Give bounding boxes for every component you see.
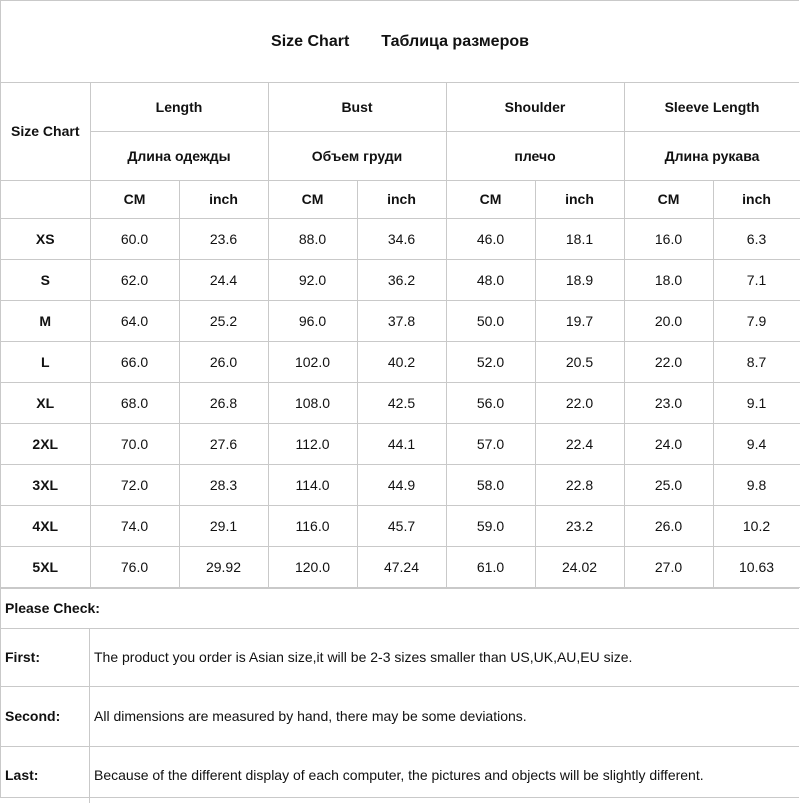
unit-header-row <box>1 180 800 218</box>
table-row <box>1 259 800 300</box>
measure-cell: 70.0 <box>90 423 179 464</box>
measure-cell: 88.0 <box>268 218 357 259</box>
title-en: Size Chart <box>271 32 350 50</box>
unit-inch: inch <box>713 180 800 218</box>
measure-cell: 114.0 <box>268 464 357 505</box>
measure-cell: 23.0 <box>624 382 713 423</box>
table-row <box>1 382 800 423</box>
measure-cell: 34.6 <box>357 218 446 259</box>
measure-cell: 7.1 <box>713 259 800 300</box>
measure-cell: 29.92 <box>179 546 268 587</box>
measure-cell: 23.2 <box>535 505 624 546</box>
measure-cell: 68.0 <box>90 382 179 423</box>
group-bust-ru: Объем груди <box>268 131 446 180</box>
note-label: First: <box>1 629 90 686</box>
note-first <box>1 629 799 687</box>
measure-cell: 8.7 <box>713 341 800 382</box>
size-table <box>1 83 800 588</box>
measure-cell: 66.0 <box>90 341 179 382</box>
note-text: The product you order is Asian size,it will be 2-3 sizes smaller than US,UK,AU,EU size. <box>94 649 633 665</box>
size-label: XS <box>1 218 90 259</box>
unit-cm: CM <box>90 180 179 218</box>
group-bust: Bust <box>268 83 446 131</box>
table-row <box>1 464 800 505</box>
measure-cell: 29.1 <box>179 505 268 546</box>
measure-cell: 28.3 <box>179 464 268 505</box>
measure-cell: 116.0 <box>268 505 357 546</box>
table-row <box>1 218 800 259</box>
table-row <box>1 546 800 587</box>
group-shoulder: Shoulder <box>446 83 624 131</box>
group-length-ru: Длина одежды <box>90 131 268 180</box>
measure-cell: 25.0 <box>624 464 713 505</box>
measure-cell: 56.0 <box>446 382 535 423</box>
measure-cell: 27.6 <box>179 423 268 464</box>
measure-cell: 20.0 <box>624 300 713 341</box>
measure-cell: 20.5 <box>535 341 624 382</box>
note-second <box>1 687 799 747</box>
size-label: XL <box>1 382 90 423</box>
measure-cell: 10.63 <box>713 546 800 587</box>
unit-cm: CM <box>268 180 357 218</box>
measure-cell: 60.0 <box>90 218 179 259</box>
measure-cell: 9.4 <box>713 423 800 464</box>
measure-cell: 9.1 <box>713 382 800 423</box>
group-sleeve-ru: Длина рукава <box>624 131 800 180</box>
measure-cell: 40.2 <box>357 341 446 382</box>
unit-cm: CM <box>624 180 713 218</box>
measure-cell: 24.0 <box>624 423 713 464</box>
size-label: 4XL <box>1 505 90 546</box>
measure-cell: 22.0 <box>624 341 713 382</box>
measure-cell: 92.0 <box>268 259 357 300</box>
page-title <box>1 1 799 83</box>
measure-cell: 44.9 <box>357 464 446 505</box>
measure-cell: 76.0 <box>90 546 179 587</box>
measure-cell: 108.0 <box>268 382 357 423</box>
measure-cell: 22.0 <box>535 382 624 423</box>
table-row <box>1 300 800 341</box>
measure-cell: 23.6 <box>179 218 268 259</box>
measure-cell: 120.0 <box>268 546 357 587</box>
measure-cell: 18.1 <box>535 218 624 259</box>
table-row <box>1 423 800 464</box>
note-text: Because of the different display of each computer, the pictures and objects will be slightly different. <box>94 766 704 783</box>
table-row <box>1 505 800 546</box>
measure-cell: 48.0 <box>446 259 535 300</box>
group-length: Length <box>90 83 268 131</box>
unit-inch: inch <box>535 180 624 218</box>
corner-label: Size Chart <box>1 83 90 180</box>
measure-cell: 6.3 <box>713 218 800 259</box>
measure-cell: 46.0 <box>446 218 535 259</box>
measure-cell: 74.0 <box>90 505 179 546</box>
table-row <box>1 341 800 382</box>
note-text: All dimensions are measured by hand, there may be some deviations. <box>94 708 527 724</box>
size-label: S <box>1 259 90 300</box>
note-last <box>1 747 799 803</box>
measure-cell: 64.0 <box>90 300 179 341</box>
title-ru: Таблица размеров <box>381 32 529 50</box>
note-label: Second: <box>1 687 90 746</box>
measure-cell: 62.0 <box>90 259 179 300</box>
measure-cell: 52.0 <box>446 341 535 382</box>
measure-cell: 22.4 <box>535 423 624 464</box>
notes-heading: Please Check: <box>1 589 799 629</box>
measure-cell: 57.0 <box>446 423 535 464</box>
size-label: L <box>1 341 90 382</box>
measure-cell: 9.8 <box>713 464 800 505</box>
group-sleeve: Sleeve Length <box>624 83 800 131</box>
measure-cell: 96.0 <box>268 300 357 341</box>
measure-cell: 25.2 <box>179 300 268 341</box>
measure-cell: 72.0 <box>90 464 179 505</box>
unit-spacer <box>1 180 90 218</box>
size-label: 2XL <box>1 423 90 464</box>
measure-cell: 36.2 <box>357 259 446 300</box>
measure-cell: 50.0 <box>446 300 535 341</box>
measure-cell: 19.7 <box>535 300 624 341</box>
measure-cell: 10.2 <box>713 505 800 546</box>
group-header-row <box>1 83 800 131</box>
unit-inch: inch <box>179 180 268 218</box>
measure-cell: 18.0 <box>624 259 713 300</box>
measure-cell: 61.0 <box>446 546 535 587</box>
measure-cell: 26.0 <box>179 341 268 382</box>
measure-cell: 102.0 <box>268 341 357 382</box>
measure-cell: 24.4 <box>179 259 268 300</box>
size-label: 3XL <box>1 464 90 505</box>
note-label: Last: <box>1 747 90 803</box>
measure-cell: 18.9 <box>535 259 624 300</box>
measure-cell: 58.0 <box>446 464 535 505</box>
measure-cell: 26.8 <box>179 382 268 423</box>
measure-cell: 7.9 <box>713 300 800 341</box>
group-shoulder-ru: плечо <box>446 131 624 180</box>
measure-cell: 22.8 <box>535 464 624 505</box>
unit-cm: CM <box>446 180 535 218</box>
group-header-ru-row <box>1 131 800 180</box>
size-label: M <box>1 300 90 341</box>
measure-cell: 112.0 <box>268 423 357 464</box>
measure-cell: 37.8 <box>357 300 446 341</box>
measure-cell: 16.0 <box>624 218 713 259</box>
measure-cell: 45.7 <box>357 505 446 546</box>
measure-cell: 42.5 <box>357 382 446 423</box>
measure-cell: 44.1 <box>357 423 446 464</box>
measure-cell: 47.24 <box>357 546 446 587</box>
unit-inch: inch <box>357 180 446 218</box>
notes-section <box>1 588 799 803</box>
measure-cell: 26.0 <box>624 505 713 546</box>
measure-cell: 59.0 <box>446 505 535 546</box>
measure-cell: 24.02 <box>535 546 624 587</box>
measure-cell: 27.0 <box>624 546 713 587</box>
size-label: 5XL <box>1 546 90 587</box>
